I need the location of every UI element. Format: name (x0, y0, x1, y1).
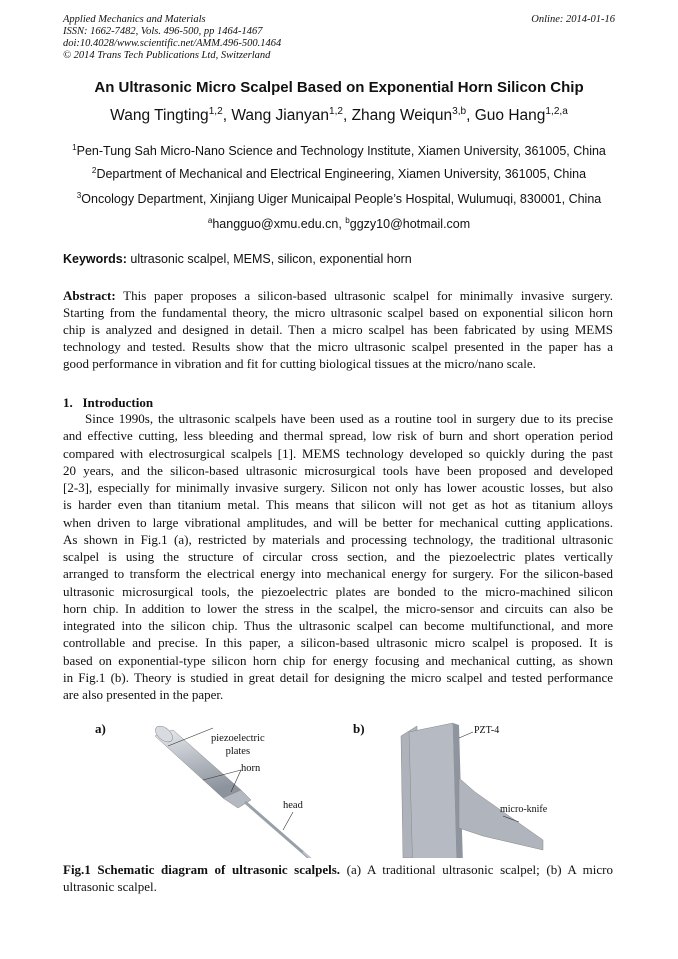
paragraph-line: scalpel is using the structure of circular cross section, and the piezoelectric plates vertically (63, 549, 613, 564)
paragraph-line: based on exponential-type silicon horn chip for energy focusing and mechanical cutting, as shown (63, 652, 613, 668)
paragraph-line: controllable and precise. In this paper, a silicon-based ultrasonic micro scalpel is proposed. It is (63, 635, 613, 651)
emails: $^a$hangguo@xmu.edu.cn, $^b$ggzy10@hotmail.com (207, 216, 471, 232)
label-piezoelectric-plates: piezoelectric plates (211, 733, 265, 757)
scalpel-diagrams (63, 718, 623, 858)
label-horn: horn (241, 763, 261, 774)
doi: doi:10.4028/www.scientific.net/AMM.496-500.1464 (63, 38, 282, 49)
label-pzt4: PZT-4 (474, 725, 500, 736)
online-date: Online: 2014-01-16 (531, 14, 615, 25)
paper-title: An Ultrasonic Micro Scalpel Based on Exponential Horn Silicon Chip (94, 79, 584, 96)
paragraph-line: 20 years, and the silicon-based ultrasonic microsurgical tools have been proposed and developed (63, 462, 613, 478)
paragraph-line: and effective cutting, less bleeding and thermal spread, low risk of burn and short operation period (63, 428, 613, 444)
label-micro-knife: micro-knife (500, 804, 548, 815)
paragraph-line: integrated into the silicon chip. Thus the ultrasonic scalpel can become multifunctional, and more (63, 618, 613, 633)
keywords: Keywords: ultrasonic scalpel, MEMS, silicon, exponential horn (63, 252, 412, 266)
abstract-line: technology and tested. Results show that the micro ultrasonic scalpel presented in the paper has a (63, 339, 613, 354)
affiliation: $^3$Oncology Department, Xinjiang Uiger Municaipal People’s Hospital, Wulumuqi, 830001, China (76, 191, 602, 207)
authors (0, 106, 678, 125)
abstract-line: Abstract: This paper proposes a silicon-based ultrasonic scalpel for minimally invasive surgery. (63, 288, 613, 303)
introduction-paragraph (63, 411, 613, 704)
abstract-line: chip is analyzed and designed in detail. Then a micro scalpel has been fabricated by using MEMS (63, 322, 613, 337)
affiliation: $^1$Pen-Tung Sah Micro-Nano Science and Technology Institute, Xiamen University, 361005, China (72, 143, 606, 159)
journal-header (63, 14, 281, 62)
paragraph-line: Since 1990s, the ultrasonic scalpels have been used as a routine tool in surgery due to its precise (85, 411, 613, 426)
label-head: head (283, 800, 303, 811)
abstract-line: good performance in vibration and fit for cutting biological tissues at the micro/nano scale. (63, 356, 536, 371)
paragraph-line: arranged to transform the electrical energy into mechanical energy for surgery. For the silicon-based (63, 566, 613, 582)
figure-1 (63, 718, 623, 858)
copyright: © 2014 Trans Tech Publications Ltd, Switzerland (63, 50, 271, 61)
affiliation: $^2$Department of Mechanical and Electrical Engineering, Xiamen University, 361005, China (91, 166, 587, 182)
paragraph-line: are also presented in the paper. (63, 687, 224, 702)
journal-name: Applied Mechanics and Materials (63, 14, 206, 25)
paragraph-line: horn chip. In addition to lower the stress in the scalpel, the micro-sensor and circuits can also be (63, 600, 613, 616)
paragraph-line: ultrasonic microsurgical tools, the piezoelectric plates are bonded to the micro-machined silicon (63, 583, 613, 599)
paragraph-line: in Fig.1 (b). Theory is studied in great detail for designing the micro scalpel and tested performance (63, 669, 613, 685)
paragraph-line: As shown in Fig.1 (a), restricted by materials and processing technology, the traditional ultrasonic (63, 531, 613, 547)
paragraph-line: when driven to large vibrational amplitudes, and will be better for mechanical cutting applications. (63, 514, 613, 530)
figure-caption: Fig.1 Schematic diagram of ultrasonic scalpels. (a) A traditional ultrasonic scalpel; (b) A micro ultrasonic scalpel. (63, 862, 613, 894)
issn: ISSN: 1662-7482, Vols. 496-500, pp 1464-1467 (63, 26, 263, 37)
paragraph-line: compared with electrosurgical scalpels [1]. MEMS technology developed so quickly during the past (63, 445, 613, 461)
author: Wang Tingting$^{1,2}$, (110, 106, 232, 125)
section-heading: 1. Introduction (63, 395, 154, 410)
author: Zhang Weiqun$^{3,b}$, (351, 106, 475, 125)
author: Wang Jianyan$^{1,2}$, (231, 106, 352, 125)
author: Guo Hang$^{1,2,a}$ (474, 106, 568, 125)
abstract-line: Starting from the fundamental theory, the micro ultrasonic scalpel based on exponential silicon horn (63, 305, 613, 320)
paragraph-line: [2-3], especially for minimally invasive surgery. Silicon not only has lower acoustic losses, but also (63, 480, 613, 495)
abstract (63, 288, 613, 373)
paragraph-line: is harder even than titanium metal. This means that silicon will not get as hot as titanium alloys (63, 497, 613, 513)
micro-scalpel (401, 723, 543, 858)
figure-b-label: b) (353, 721, 365, 736)
figure-a-label: a) (95, 721, 106, 736)
